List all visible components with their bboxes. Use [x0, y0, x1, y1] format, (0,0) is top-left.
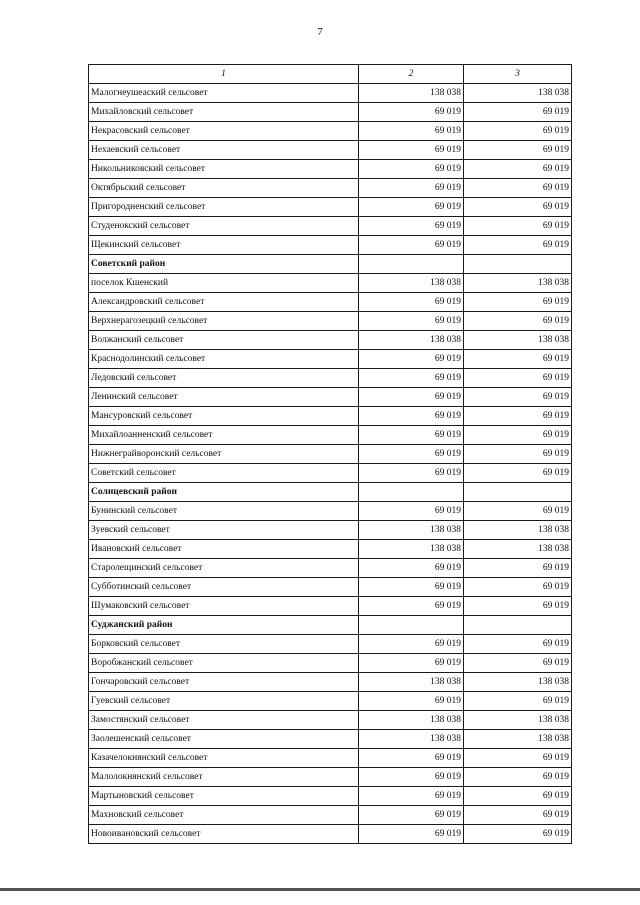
table-row — [89, 730, 572, 749]
row-name-cell: Верхнерагозецкий сельсовет — [89, 312, 359, 331]
row-value-3-cell: 69 019 — [464, 122, 572, 141]
row-name-cell: Новоивановский сельсовет — [89, 825, 359, 844]
row-value-2-cell — [359, 616, 464, 635]
row-name-cell: Студенокский сельсовет — [89, 217, 359, 236]
row-name-cell: Советский сельсовет — [89, 464, 359, 483]
row-value-3-cell: 138 038 — [464, 521, 572, 540]
section-row — [89, 483, 572, 502]
table-row — [89, 445, 572, 464]
row-value-2-cell: 69 019 — [359, 122, 464, 141]
table-row — [89, 540, 572, 559]
table-row — [89, 806, 572, 825]
row-name-cell: Махновский сельсовет — [89, 806, 359, 825]
row-value-2-cell — [359, 255, 464, 274]
row-value-3-cell: 69 019 — [464, 654, 572, 673]
section-row — [89, 255, 572, 274]
table-row — [89, 236, 572, 255]
row-value-2-cell: 69 019 — [359, 578, 464, 597]
table-row — [89, 654, 572, 673]
table-header-row — [89, 65, 572, 84]
row-value-2-cell: 69 019 — [359, 103, 464, 122]
row-name-cell: Малогнеушеаский сельсовет — [89, 84, 359, 103]
row-value-3-cell: 69 019 — [464, 350, 572, 369]
row-value-2-cell: 69 019 — [359, 312, 464, 331]
row-value-2-cell: 69 019 — [359, 768, 464, 787]
table-row — [89, 825, 572, 844]
row-value-3-cell: 138 038 — [464, 711, 572, 730]
row-value-3-cell: 69 019 — [464, 312, 572, 331]
row-value-2-cell: 69 019 — [359, 654, 464, 673]
row-value-3-cell: 69 019 — [464, 141, 572, 160]
table-row — [89, 293, 572, 312]
row-value-2-cell: 69 019 — [359, 559, 464, 578]
row-value-3-cell: 138 038 — [464, 730, 572, 749]
row-value-3-cell — [464, 483, 572, 502]
page-bottom-border — [0, 888, 640, 891]
row-value-3-cell: 69 019 — [464, 787, 572, 806]
header-col-1: 1 — [89, 65, 359, 84]
row-value-3-cell: 69 019 — [464, 293, 572, 312]
row-value-3-cell: 69 019 — [464, 578, 572, 597]
table-row — [89, 103, 572, 122]
table-row — [89, 426, 572, 445]
row-value-2-cell: 138 038 — [359, 331, 464, 350]
row-name-cell: Никольниковский сельсовет — [89, 160, 359, 179]
table-row — [89, 768, 572, 787]
table-row — [89, 350, 572, 369]
row-value-3-cell: 69 019 — [464, 388, 572, 407]
row-value-2-cell: 69 019 — [359, 179, 464, 198]
row-name-cell: Советский район — [89, 255, 359, 274]
row-name-cell: Волжанский сельсовет — [89, 331, 359, 350]
row-name-cell: Александровский сельсовет — [89, 293, 359, 312]
table-row — [89, 464, 572, 483]
row-name-cell: Нижнеграйворонский сельсовет — [89, 445, 359, 464]
row-value-2-cell: 69 019 — [359, 749, 464, 768]
row-value-2-cell: 69 019 — [359, 236, 464, 255]
row-value-3-cell: 69 019 — [464, 217, 572, 236]
row-name-cell: Зуевский сельсовет — [89, 521, 359, 540]
row-value-2-cell: 69 019 — [359, 806, 464, 825]
row-value-3-cell — [464, 255, 572, 274]
header-col-2: 2 — [359, 65, 464, 84]
row-name-cell: Замостянский сельсовет — [89, 711, 359, 730]
row-name-cell: Субботинский сельсовет — [89, 578, 359, 597]
table-row — [89, 331, 572, 350]
row-value-2-cell: 69 019 — [359, 502, 464, 521]
row-name-cell: Некрасовский сельсовет — [89, 122, 359, 141]
row-value-3-cell: 69 019 — [464, 236, 572, 255]
table-row — [89, 502, 572, 521]
row-value-3-cell: 69 019 — [464, 597, 572, 616]
table-row — [89, 692, 572, 711]
table-row — [89, 559, 572, 578]
row-value-3-cell: 69 019 — [464, 464, 572, 483]
row-name-cell: Казачелокнянский сельсовет — [89, 749, 359, 768]
row-value-3-cell: 69 019 — [464, 768, 572, 787]
table-row — [89, 198, 572, 217]
row-value-3-cell — [464, 616, 572, 635]
row-value-2-cell: 69 019 — [359, 597, 464, 616]
table-row — [89, 407, 572, 426]
table-row — [89, 274, 572, 293]
row-value-2-cell: 69 019 — [359, 350, 464, 369]
table-row — [89, 597, 572, 616]
row-value-2-cell: 138 038 — [359, 730, 464, 749]
row-name-cell: Михайловский сельсовет — [89, 103, 359, 122]
row-value-2-cell: 69 019 — [359, 426, 464, 445]
row-value-3-cell: 69 019 — [464, 160, 572, 179]
row-value-3-cell: 69 019 — [464, 426, 572, 445]
table-row — [89, 749, 572, 768]
table-row — [89, 84, 572, 103]
section-row — [89, 616, 572, 635]
table-body — [89, 65, 572, 844]
header-col-3: 3 — [464, 65, 572, 84]
row-value-2-cell: 138 038 — [359, 521, 464, 540]
row-value-2-cell: 69 019 — [359, 445, 464, 464]
row-name-cell: Старолещинский сельсовет — [89, 559, 359, 578]
row-value-3-cell: 69 019 — [464, 692, 572, 711]
row-value-2-cell — [359, 483, 464, 502]
table-row — [89, 141, 572, 160]
table-row — [89, 217, 572, 236]
row-value-2-cell: 69 019 — [359, 635, 464, 654]
table-row — [89, 160, 572, 179]
row-value-2-cell: 69 019 — [359, 293, 464, 312]
row-name-cell: Суджанский район — [89, 616, 359, 635]
row-value-3-cell: 69 019 — [464, 559, 572, 578]
table-row — [89, 578, 572, 597]
row-value-2-cell: 69 019 — [359, 692, 464, 711]
row-value-3-cell: 69 019 — [464, 103, 572, 122]
row-value-3-cell: 69 019 — [464, 198, 572, 217]
row-name-cell: Гончаровский сельсовет — [89, 673, 359, 692]
row-value-2-cell: 69 019 — [359, 787, 464, 806]
row-name-cell: Малолокнянский сельсовет — [89, 768, 359, 787]
table-row — [89, 521, 572, 540]
row-name-cell: Ленинский сельсовет — [89, 388, 359, 407]
row-value-2-cell: 138 038 — [359, 274, 464, 293]
table-row — [89, 388, 572, 407]
row-value-2-cell: 138 038 — [359, 673, 464, 692]
row-value-3-cell: 69 019 — [464, 806, 572, 825]
row-value-2-cell: 69 019 — [359, 407, 464, 426]
row-name-cell: Краснодолинский сельсовет — [89, 350, 359, 369]
row-name-cell: Октябрьский сельсовет — [89, 179, 359, 198]
row-value-2-cell: 69 019 — [359, 217, 464, 236]
table-row — [89, 369, 572, 388]
row-name-cell: Гуевский сельсовет — [89, 692, 359, 711]
row-value-2-cell: 138 038 — [359, 540, 464, 559]
row-value-2-cell: 69 019 — [359, 160, 464, 179]
allocation-table — [88, 64, 572, 844]
row-value-2-cell: 69 019 — [359, 141, 464, 160]
row-value-3-cell: 69 019 — [464, 635, 572, 654]
row-name-cell: Михайлоанненский сельсовет — [89, 426, 359, 445]
row-name-cell: Ивановский сельсовет — [89, 540, 359, 559]
page-number: 7 — [317, 26, 323, 38]
row-value-3-cell: 138 038 — [464, 331, 572, 350]
row-value-3-cell: 138 038 — [464, 274, 572, 293]
table-row — [89, 635, 572, 654]
row-value-3-cell: 69 019 — [464, 407, 572, 426]
row-name-cell: Бунинский сельсовет — [89, 502, 359, 521]
row-name-cell: Мартыновский сельсовет — [89, 787, 359, 806]
row-name-cell: Мансуровский сельсовет — [89, 407, 359, 426]
row-name-cell: Шумаковский сельсовет — [89, 597, 359, 616]
row-value-3-cell: 138 038 — [464, 540, 572, 559]
row-name-cell: Борковский сельсовет — [89, 635, 359, 654]
row-value-3-cell: 69 019 — [464, 825, 572, 844]
row-value-2-cell: 69 019 — [359, 198, 464, 217]
row-name-cell: Пригородненский сельсовет — [89, 198, 359, 217]
row-value-3-cell: 138 038 — [464, 673, 572, 692]
row-name-cell: Солнцевский район — [89, 483, 359, 502]
table-row — [89, 787, 572, 806]
row-value-2-cell: 69 019 — [359, 464, 464, 483]
table-row — [89, 711, 572, 730]
row-value-3-cell: 138 038 — [464, 84, 572, 103]
row-value-2-cell: 138 038 — [359, 84, 464, 103]
row-name-cell: поселок Кшенский — [89, 274, 359, 293]
row-value-3-cell: 69 019 — [464, 749, 572, 768]
table-row — [89, 673, 572, 692]
row-value-2-cell: 138 038 — [359, 711, 464, 730]
row-value-2-cell: 69 019 — [359, 825, 464, 844]
row-name-cell: Ледовский сельсовет — [89, 369, 359, 388]
row-value-3-cell: 69 019 — [464, 179, 572, 198]
row-name-cell: Заолешенский сельсовет — [89, 730, 359, 749]
row-value-2-cell: 69 019 — [359, 388, 464, 407]
row-name-cell: Щекинский сельсовет — [89, 236, 359, 255]
row-value-2-cell: 69 019 — [359, 369, 464, 388]
table-row — [89, 179, 572, 198]
row-value-3-cell: 69 019 — [464, 445, 572, 464]
row-value-3-cell: 69 019 — [464, 369, 572, 388]
row-name-cell: Нехаевский сельсовет — [89, 141, 359, 160]
table-row — [89, 122, 572, 141]
row-name-cell: Воробжанский сельсовет — [89, 654, 359, 673]
table-row — [89, 312, 572, 331]
row-value-3-cell: 69 019 — [464, 502, 572, 521]
